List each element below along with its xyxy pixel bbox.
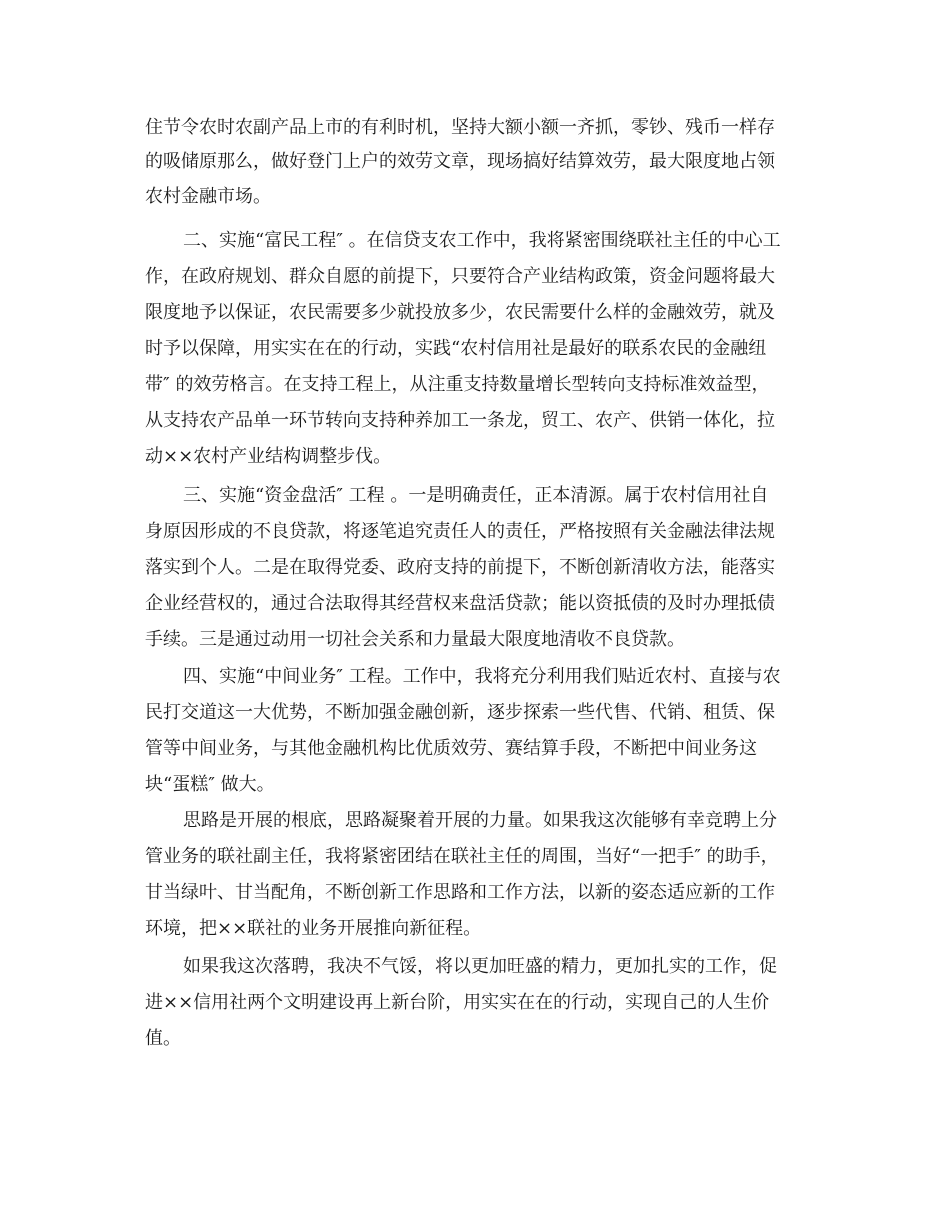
text-line: 落实到个人。二是在取得党委、政府支持的前提下，不断创新清收方法，能落实 xyxy=(145,557,775,578)
text-line: 二、实施“富民工程″ 。在信贷支农工作中，我将紧密围绕联社主任的中心工 xyxy=(183,230,781,251)
text-line: 动××农村产业结构调整步伐。 xyxy=(145,446,392,467)
text-line: 三、实施“资金盘活″ 工程 。一是明确责任，正本清源。属于农村信用社自 xyxy=(183,485,769,506)
text-line: 带″ 的效劳格言。在支持工程上，从注重支持数量增长型转向支持标准效益型， xyxy=(145,374,770,395)
text-line: 进××信用社两个文明建设再上新台阶，用实实在在的行动，实现自己的人生价 xyxy=(145,992,770,1013)
text-line: 甘当绿叶、甘当配角，不断创新工作思路和工作方法，以新的姿态适应新的工作 xyxy=(145,882,775,903)
text-line: 块“蛋糕″ 做大。 xyxy=(145,774,275,795)
text-line: 限度地予以保证，农民需要多少就投放多少，农民需要什么样的金融效劳，就及 xyxy=(145,302,775,323)
text-line: 值。 xyxy=(145,1028,181,1049)
text-line: 身原因形成的不良贷款，将逐笔追究责任人的责任，严格按照有关金融法律法规 xyxy=(145,521,775,542)
text-line: 作，在政府规划、群众自愿的前提下，只要符合产业结构政策，资金问题将最大 xyxy=(145,266,775,287)
text-line: 企业经营权的，通过合法取得其经营权来盘活贷款；能以资抵债的及时办理抵债 xyxy=(145,593,775,614)
text-line: 住节令农时农副产品上市的有利时机，坚持大额小额一齐抓，零钞、残币一样存 xyxy=(145,117,775,138)
text-line: 民打交道这一大优势，不断加强金融创新，逐步探索一些代售、代销、租赁、保 xyxy=(145,702,775,723)
text-line: 时予以保障，用实实在在的行动，实践“农村信用社是最好的联系农民的金融纽 xyxy=(145,338,767,359)
text-line: 的吸储原那么，做好登门上户的效劳文章，现场搞好结算效劳，最大限度地占领 xyxy=(145,151,775,172)
text-line: 手续。三是通过动用一切社会关系和力量最大限度地清收不良贷款。 xyxy=(145,629,685,650)
text-line: 四、实施“中间业务″ 工程。工作中，我将充分利用我们贴近农村、直接与农 xyxy=(183,666,781,687)
text-line: 环境，把××联社的业务开展推向新征程。 xyxy=(145,918,482,939)
text-line: 从支持农产品单一环节转向支持种养加工一条龙，贸工、农产、供销一体化，拉 xyxy=(145,410,775,431)
text-line: 管业务的联社副主任，我将紧密团结在联社主任的周围，当好“一把手″ 的助手， xyxy=(145,846,779,867)
text-line: 思路是开展的根底，思路凝聚着开展的力量。如果我这次能够有幸竞聘上分 xyxy=(183,810,777,831)
text-line: 农村金融市场。 xyxy=(145,186,271,207)
text-line: 管等中间业务，与其他金融机构比优质效劳、赛结算手段，不断把中间业务这 xyxy=(145,738,757,759)
text-line: 如果我这次落聘，我决不气馁，将以更加旺盛的精力，更加扎实的工作，促 xyxy=(183,956,777,977)
